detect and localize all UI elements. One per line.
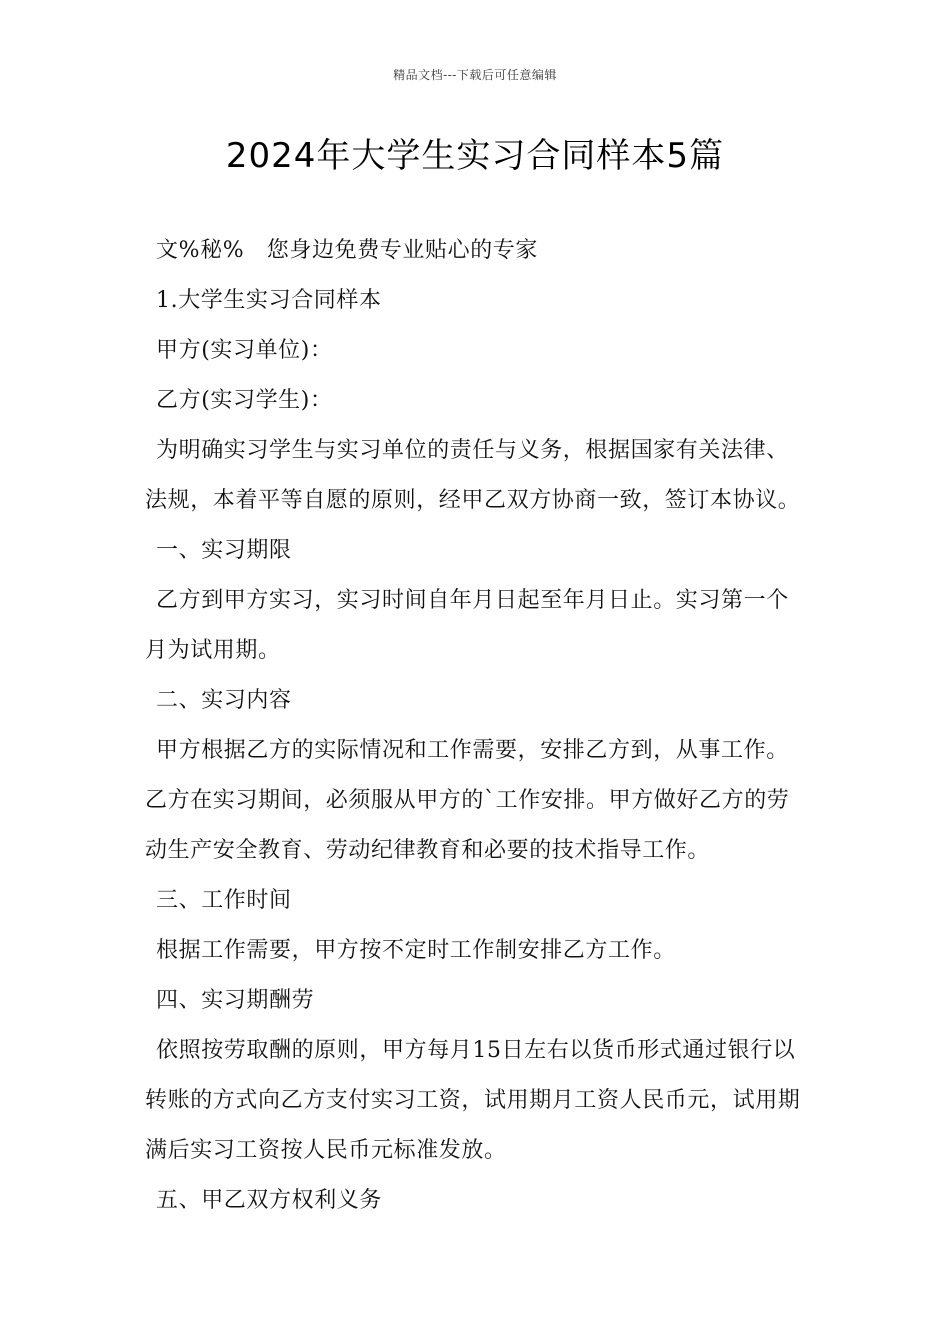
clause-paragraph: 依照按劳取酬的原则，甲方每月15日左右以货币形式通过银行以转账的方式向乙方支付实习工资，试用期月工资人民币元，试用期满后实习工资按人民币元标准发放。 bbox=[145, 1038, 801, 1163]
clause-paragraph: 乙方到甲方实习，实习时间自年月日起至年月日止。实习第一个月为试用期。 bbox=[145, 588, 789, 663]
header-note: 精品文档---下载后可任意编辑 bbox=[393, 68, 557, 82]
party-b-line: 乙方(实习学生)： bbox=[156, 388, 333, 413]
party-a-line: 甲方(实习单位)： bbox=[156, 338, 333, 363]
document-title: 2024年大学生实习合同样本5篇 bbox=[225, 136, 725, 176]
document-body bbox=[145, 226, 810, 1226]
clause-heading: 三、工作时间 bbox=[156, 888, 292, 913]
purpose-paragraph: 为明确实习学生与实习单位的责任与义务，根据国家有关法律、法规，本着平等自愿的原则，经甲乙双方协商一致，签订本协议。 bbox=[145, 438, 801, 513]
clause-heading: 一、实习期限 bbox=[156, 538, 292, 563]
intro-line: 文%秘% 您身边免费专业贴心的专家 bbox=[156, 238, 539, 263]
section-heading: 1.大学生实习合同样本 bbox=[156, 288, 382, 313]
clause-paragraph: 甲方根据乙方的实际情况和工作需要，安排乙方到，从事工作。乙方在实习期间，必须服从甲方的`工作安排。甲方做好乙方的劳动生产安全教育、劳动纪律教育和必要的技术指导工作。 bbox=[145, 738, 790, 863]
clause-heading: 四、实习期酬劳 bbox=[156, 988, 315, 1013]
clause-heading: 二、实习内容 bbox=[156, 688, 292, 713]
clause-paragraph: 根据工作需要，甲方按不定时工作制安排乙方工作。 bbox=[156, 938, 676, 963]
clause-heading: 五、甲乙双方权利义务 bbox=[156, 1188, 383, 1213]
